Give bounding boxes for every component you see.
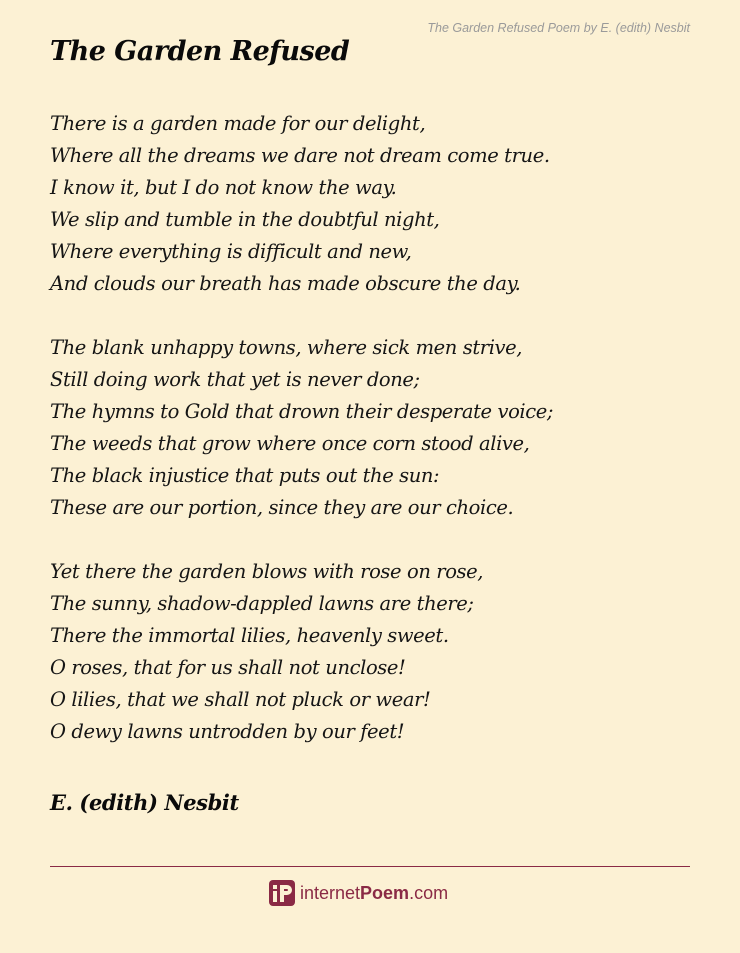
stanza-2 <box>50 332 690 524</box>
poem-line: The hymns to Gold that drown their desperate voice; <box>50 400 554 423</box>
poem-author[interactable]: E. (edith) Nesbit <box>50 790 239 815</box>
stanza-3 <box>50 556 690 748</box>
brand-strong: Poem <box>360 882 410 903</box>
poem-line: There the immortal lilies, heavenly sweet. <box>50 624 449 647</box>
poem-line: And clouds our breath has made obscure the day. <box>50 272 521 295</box>
poem-line: The sunny, shadow-dappled lawns are there; <box>50 592 474 615</box>
ip-logo-icon <box>269 880 295 906</box>
poem-line: Where everything is difficult and new, <box>50 240 412 263</box>
brand-suffix: .com <box>409 882 449 903</box>
poem-line: Yet there the garden blows with rose on rose, <box>50 560 484 583</box>
poem-line: Still doing work that yet is never done; <box>50 368 420 391</box>
poem-line: The black injustice that puts out the sun: <box>50 464 440 487</box>
poem-line: The blank unhappy towns, where sick men strive, <box>50 336 523 359</box>
poem-line: I know it, but I do not know the way. <box>50 176 397 199</box>
poem-line: There is a garden made for our delight, <box>50 112 426 135</box>
poem-body <box>50 108 690 780</box>
poem-line: We slip and tumble in the doubtful night, <box>50 208 440 231</box>
brand-prefix: internet <box>300 882 361 903</box>
footer-divider <box>50 866 690 867</box>
poem-line: O dewy lawns untrodden by our feet! <box>50 720 405 743</box>
poem-line: These are our portion, since they are our choice. <box>50 496 514 519</box>
poem-line: Where all the dreams we dare not dream come true. <box>50 144 550 167</box>
poem-title: The Garden Refused <box>50 36 350 67</box>
poem-line: O lilies, that we shall not pluck or wear! <box>50 688 431 711</box>
stanza-1 <box>50 108 690 300</box>
poem-line: The weeds that grow where once corn stood alive, <box>50 432 530 455</box>
brand-name <box>300 883 448 904</box>
poem-line: O roses, that for us shall not unclose! <box>50 656 406 679</box>
header-note: The Garden Refused Poem by E. (edith) Nesbit <box>427 21 690 35</box>
internetpoem-logo-link[interactable] <box>269 879 448 907</box>
